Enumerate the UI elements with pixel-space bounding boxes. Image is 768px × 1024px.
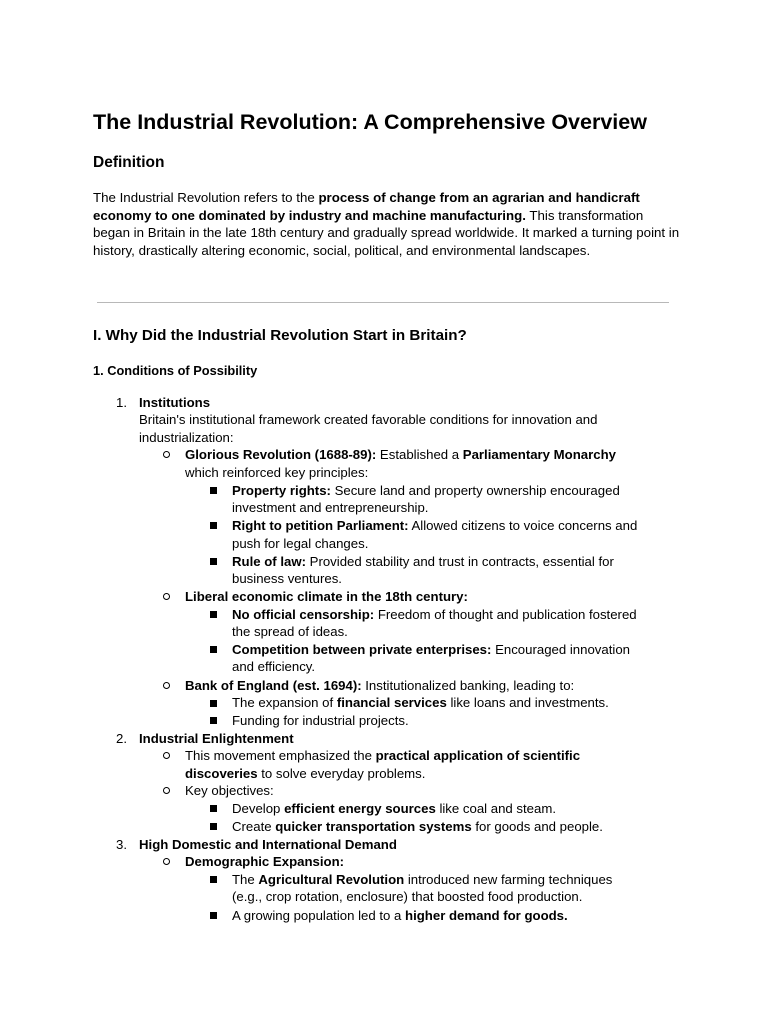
bold-text: Agricultural Revolution: [258, 872, 405, 887]
list-item: [232, 641, 630, 659]
square-bullet-icon: [210, 522, 217, 529]
list-item-text: and efficiency.: [232, 659, 316, 674]
list-item-title: Industrial Enlightenment: [139, 731, 294, 746]
list-number: 2.: [116, 731, 127, 746]
list-item-title: High Domestic and International Demand: [139, 837, 397, 852]
definition-paragraph: [93, 189, 683, 259]
hollow-bullet-icon: [163, 451, 170, 458]
bold-text: quicker transportation systems: [275, 819, 472, 834]
list-item-text: which reinforced key principles:: [185, 465, 369, 480]
list-item: [232, 694, 609, 712]
hollow-bullet-icon: [163, 752, 170, 759]
list-item: [185, 677, 574, 695]
list-item-text: industrialization:: [139, 430, 234, 445]
square-bullet-icon: [210, 912, 217, 919]
text: like loans and investments.: [446, 695, 609, 710]
list-item-text: the spread of ideas.: [232, 624, 348, 639]
text: Encouraged innovation: [491, 642, 630, 657]
section-heading: I. Why Did the Industrial Revolution Start in Britain?: [93, 327, 467, 344]
list-item: [232, 606, 637, 624]
square-bullet-icon: [210, 717, 217, 724]
list-item: [232, 517, 637, 535]
square-bullet-icon: [210, 611, 217, 618]
text: introduced new farming techniques: [404, 872, 613, 887]
list-item-text: Britain's institutional framework created favorable conditions for innovation and: [139, 412, 598, 427]
list-item-text: (e.g., crop rotation, enclosure) that boosted food production.: [232, 889, 583, 904]
square-bullet-icon: [210, 646, 217, 653]
bold-text: efficient energy sources: [284, 801, 436, 816]
list-item: [232, 907, 568, 925]
text: Secure land and property ownership encouraged: [330, 483, 620, 498]
definition-bold: process of change from an agrarian and handicraft economy to one dominated by industry and machine manufacturing.: [93, 190, 640, 223]
text: Allowed citizens to voice concerns and: [408, 518, 638, 533]
hollow-bullet-icon: [163, 682, 170, 689]
hollow-bullet-icon: [163, 593, 170, 600]
bold-text: higher demand for goods.: [405, 908, 568, 923]
text: Develop: [232, 801, 285, 816]
text: to solve everyday problems.: [257, 766, 426, 781]
list-item: Liberal economic climate in the 18th century:: [185, 589, 468, 604]
text: Provided stability and trust in contracts, essential for: [306, 554, 614, 569]
list-item: [232, 871, 612, 889]
bold-text: discoveries: [185, 766, 258, 781]
list-item-text: Key objectives:: [185, 783, 274, 798]
square-bullet-icon: [210, 487, 217, 494]
bold-text: Parliamentary Monarchy: [462, 447, 616, 462]
text: Established a: [376, 447, 463, 462]
bold-text: Property rights:: [232, 483, 331, 498]
list-item-text: push for legal changes.: [232, 536, 369, 551]
list-item-text: business ventures.: [232, 571, 342, 586]
text: This movement emphasized the: [185, 748, 376, 763]
text: like coal and steam.: [435, 801, 556, 816]
list-item: Demographic Expansion:: [185, 854, 345, 869]
definition-heading: Definition: [93, 154, 165, 171]
list-item: [185, 747, 580, 765]
definition-text: The Industrial Revolution refers to the: [93, 190, 319, 205]
page-title: The Industrial Revolution: A Comprehensive Overview: [93, 110, 647, 134]
bold-text: Competition between private enterprises:: [232, 642, 492, 657]
bold-text: Rule of law:: [232, 554, 306, 569]
definition-text-2: This transformation began in Britain in the late 18th century and gradually spread worldwide. It marked a turning point in history, drastically altering economic, social, political, and environmental landscapes.: [93, 207, 680, 258]
list-number: 3.: [116, 837, 127, 852]
list-item: [185, 765, 425, 783]
bold-text: financial services: [336, 695, 447, 710]
bold-text: Glorious Revolution (1688-89):: [185, 447, 377, 462]
square-bullet-icon: [210, 558, 217, 565]
list-item: [232, 482, 620, 500]
list-item: [185, 446, 616, 464]
square-bullet-icon: [210, 700, 217, 707]
square-bullet-icon: [210, 823, 217, 830]
text: The: [232, 872, 259, 887]
list-number: 1.: [116, 395, 127, 410]
text: for goods and people.: [471, 819, 603, 834]
bold-text: No official censorship:: [232, 607, 375, 622]
square-bullet-icon: [210, 805, 217, 812]
bold-text: practical application of scientific: [375, 748, 581, 763]
hollow-bullet-icon: [163, 787, 170, 794]
bold-text: Right to petition Parliament:: [232, 518, 409, 533]
list-item-text: investment and entrepreneurship.: [232, 500, 429, 515]
text: A growing population led to a: [232, 908, 406, 923]
hollow-bullet-icon: [163, 858, 170, 865]
text: The expansion of: [232, 695, 337, 710]
text: Institutionalized banking, leading to:: [361, 678, 575, 693]
square-bullet-icon: [210, 876, 217, 883]
text: Freedom of thought and publication fostered: [374, 607, 637, 622]
text: Create: [232, 819, 276, 834]
bold-text: Bank of England (est. 1694):: [185, 678, 362, 693]
subsection-heading: 1. Conditions of Possibility: [93, 363, 258, 378]
list-item-title: Institutions: [139, 395, 211, 410]
list-item: [232, 818, 603, 836]
horizontal-divider: [97, 302, 669, 303]
list-item: [232, 800, 556, 818]
list-item-text: Funding for industrial projects.: [232, 713, 409, 728]
list-item: [232, 553, 614, 571]
